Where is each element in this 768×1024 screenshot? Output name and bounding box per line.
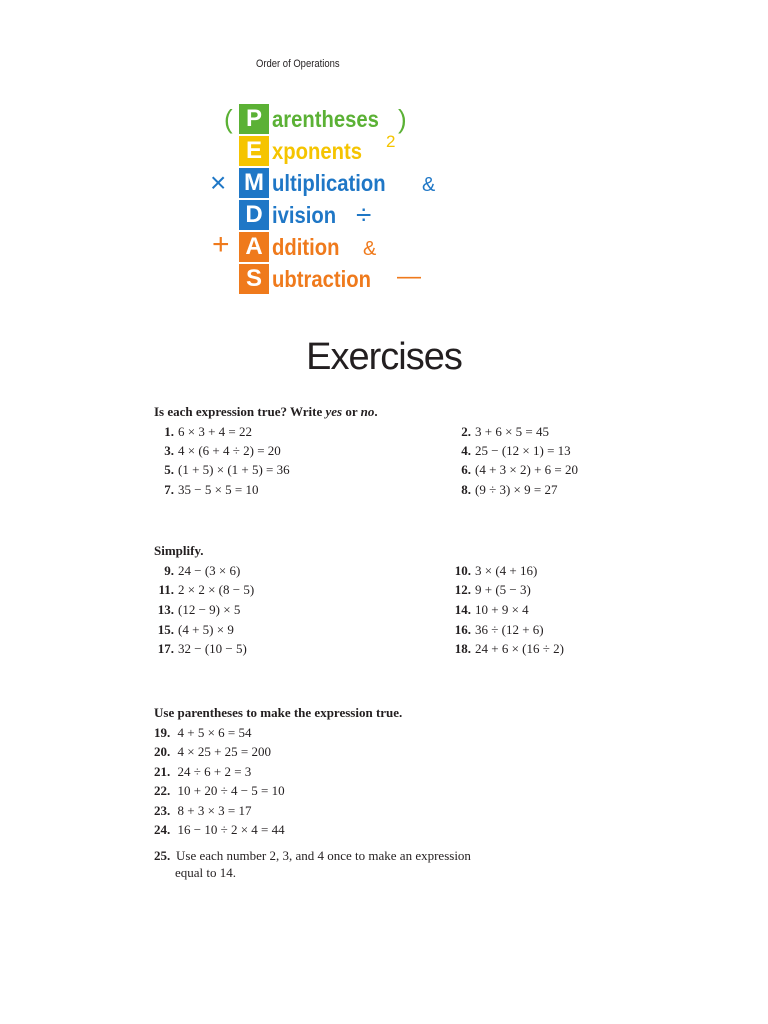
exercise-16: 16. 36 ÷ (12 + 6)	[454, 622, 544, 637]
exercise-25-line2: equal to 14.	[175, 865, 237, 880]
exercise-1: 1. 6 × 3 + 4 = 22	[164, 424, 252, 439]
pemdas-letter-a: A	[239, 232, 269, 262]
plus-symbol: +	[212, 228, 230, 261]
pemdas-graphic	[206, 104, 456, 300]
exercise-10: 10. 3 × (4 + 16)	[454, 563, 538, 578]
ampersand-1: &	[422, 174, 436, 196]
pemdas-word-exponents: xponents	[272, 138, 362, 164]
no-word: no	[360, 404, 375, 419]
section2-heading: Simplify.	[154, 543, 204, 558]
exercise-12: 12. 9 + (5 − 3)	[454, 582, 531, 597]
exercise-21: 21. 24 ÷ 6 + 2 = 3	[154, 764, 252, 779]
exercise-24: 24. 16 − 10 ÷ 2 × 4 = 44	[154, 822, 285, 837]
exercise-23: 23. 8 + 3 × 3 = 17	[154, 803, 252, 818]
exercise-6: 6. (4 + 3 × 2) + 6 = 20	[461, 462, 578, 477]
pemdas-word-parentheses: arentheses	[272, 106, 379, 132]
exercises-title: Exercises	[306, 336, 462, 378]
exercise-4: 4. 25 − (12 × 1) = 13	[461, 443, 571, 458]
exercise-18: 18. 24 + 6 × (16 ÷ 2)	[454, 641, 564, 656]
section3-heading: Use parentheses to make the expression true.	[154, 705, 403, 720]
pemdas-word-division: ivision	[272, 202, 337, 228]
exercise-14: 14. 10 + 9 × 4	[454, 602, 529, 617]
exercise-25: 25. Use each number 2, 3, and 4 once to make an expression	[154, 848, 471, 863]
exercise-9: 9. 24 − (3 × 6)	[164, 563, 241, 578]
section1-heading-text: Is each expression true? Write	[154, 404, 326, 419]
pemdas-word-addition: ddition	[272, 234, 340, 260]
pemdas-letter-p: P	[239, 104, 269, 134]
close-paren-symbol: )	[398, 104, 407, 134]
pemdas-word-multiplication: ultiplication	[272, 170, 386, 196]
open-paren-symbol: (	[224, 104, 233, 134]
section1-heading-or: or	[342, 404, 361, 419]
exercise-22: 22. 10 + 20 ÷ 4 − 5 = 10	[154, 783, 285, 798]
exercise-20: 20. 4 × 25 + 25 = 200	[154, 744, 271, 759]
exercise-2: 2. 3 + 6 × 5 = 45	[461, 424, 549, 439]
minus-symbol: —	[397, 263, 421, 290]
ampersand-2: &	[363, 238, 377, 260]
pemdas-letter-s: S	[239, 264, 269, 294]
exercise-13: 13. (12 − 9) × 5	[157, 602, 241, 617]
page-header: Order of Operations	[256, 58, 340, 70]
pemdas-word-subtraction: ubtraction	[272, 266, 371, 292]
exercise-11: 11. 2 × 2 × (8 − 5)	[158, 582, 255, 597]
pemdas-letter-m: M	[239, 168, 269, 198]
yes-word: yes	[325, 404, 343, 419]
exercise-17: 17. 32 − (10 − 5)	[157, 641, 247, 656]
pemdas-letter-e: E	[239, 136, 269, 166]
exercise-8: 8. (9 ÷ 3) × 9 = 27	[461, 482, 558, 497]
pemdas-letter-d: D	[239, 200, 269, 230]
times-symbol: ×	[210, 167, 227, 198]
exponent-symbol: 2	[386, 132, 396, 151]
section1-heading	[154, 404, 378, 420]
exercise-19: 19. 4 + 5 × 6 = 54	[154, 725, 252, 740]
exercise-15: 15. (4 + 5) × 9	[157, 622, 234, 637]
divide-symbol: ÷	[356, 199, 372, 230]
section1-heading-period: .	[374, 404, 378, 419]
exercise-7: 7. 35 − 5 × 5 = 10	[164, 482, 259, 497]
exercise-5: 5. (1 + 5) × (1 + 5) = 36	[164, 462, 290, 477]
exercise-3: 3. 4 × (6 + 4 ÷ 2) = 20	[164, 443, 281, 458]
